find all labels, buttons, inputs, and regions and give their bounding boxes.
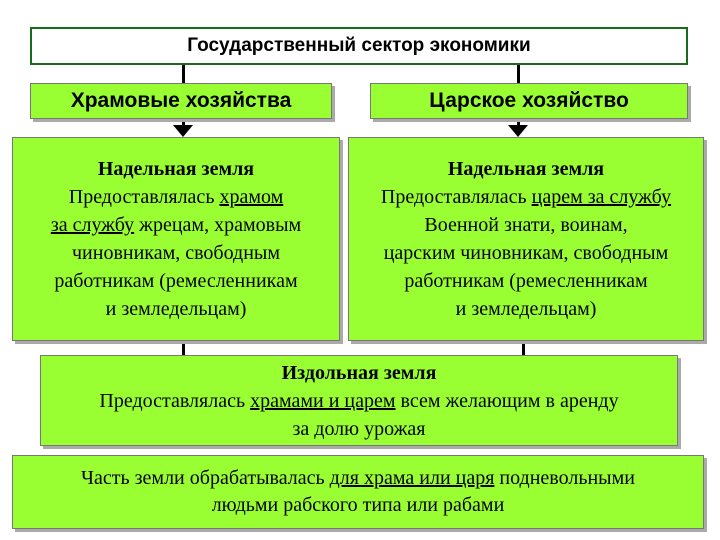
- izdolnaya-line2: за долю урожая: [292, 417, 426, 440]
- izdolnaya-line1-plain: Предоставлялась: [99, 389, 251, 412]
- royal-line1-underlined: царем за службу: [531, 186, 672, 208]
- temple-line2-plain: жрецам, храмовым: [134, 214, 302, 236]
- connector-right-top: [517, 65, 520, 83]
- royal-land-line2: Военной знати, воинам,: [424, 214, 628, 236]
- state-sector-title: Государственный сектор экономики: [187, 35, 531, 56]
- temple-header-box: [30, 83, 332, 119]
- royal-land-line4: работникам (ремесленникам: [404, 270, 648, 292]
- royal-header-box: [370, 83, 688, 119]
- izdolnaya-line1-rest: всем желающим в аренду: [395, 389, 619, 412]
- connector-left-bottom: [182, 341, 185, 355]
- royal-land-line1: [381, 183, 671, 211]
- slave-line1-rest: подневольными: [494, 467, 635, 489]
- temple-land-line1: [69, 183, 284, 211]
- izdolnaya-land-box: [40, 355, 678, 446]
- arrow-down-right-icon: [508, 125, 528, 137]
- connector-right-bottom: [522, 341, 525, 355]
- slave-labor-box: [12, 455, 704, 529]
- temple-land-line4: работникам (ремесленникам: [54, 270, 298, 292]
- state-sector-box: [30, 27, 688, 65]
- temple-land-title: Надельная земля: [97, 158, 255, 180]
- royal-land-title: Надельная земля: [447, 158, 605, 180]
- temple-line1-underlined: храмом: [219, 186, 284, 208]
- royal-land-box: [348, 137, 704, 341]
- temple-line2-underlined: за службу: [50, 214, 135, 236]
- slave-labor-line2: людьми рабского типа или рабами: [211, 494, 505, 516]
- temple-land-line5: и земледельцам): [105, 298, 247, 320]
- royal-land-line3: царским чиновникам, свободным: [383, 242, 669, 264]
- temple-header-label: Храмовые хозяйства: [70, 89, 292, 112]
- izdolnaya-line1: [99, 387, 618, 415]
- izdolnaya-title: Издольная земля: [281, 361, 437, 384]
- slave-line1-underlined: для храма или царя: [329, 467, 495, 489]
- temple-line1-plain: Предоставлялась: [68, 186, 220, 208]
- slave-line1-plain: Часть земли обрабатывалась: [81, 467, 330, 489]
- temple-land-line3: чиновникам, свободным: [71, 242, 281, 264]
- connector-left-top: [182, 65, 185, 83]
- slave-labor-line1: [81, 465, 635, 492]
- royal-line1-plain: Предоставлялась: [380, 186, 532, 208]
- temple-land-box: [12, 137, 340, 341]
- arrow-down-left-icon: [173, 125, 193, 137]
- temple-land-line2: [51, 211, 301, 239]
- royal-land-line5: и земледельцам): [455, 298, 597, 320]
- izdolnaya-line1-underlined: храмами и царем: [250, 389, 396, 412]
- royal-header-label: Царское хозяйство: [429, 89, 629, 112]
